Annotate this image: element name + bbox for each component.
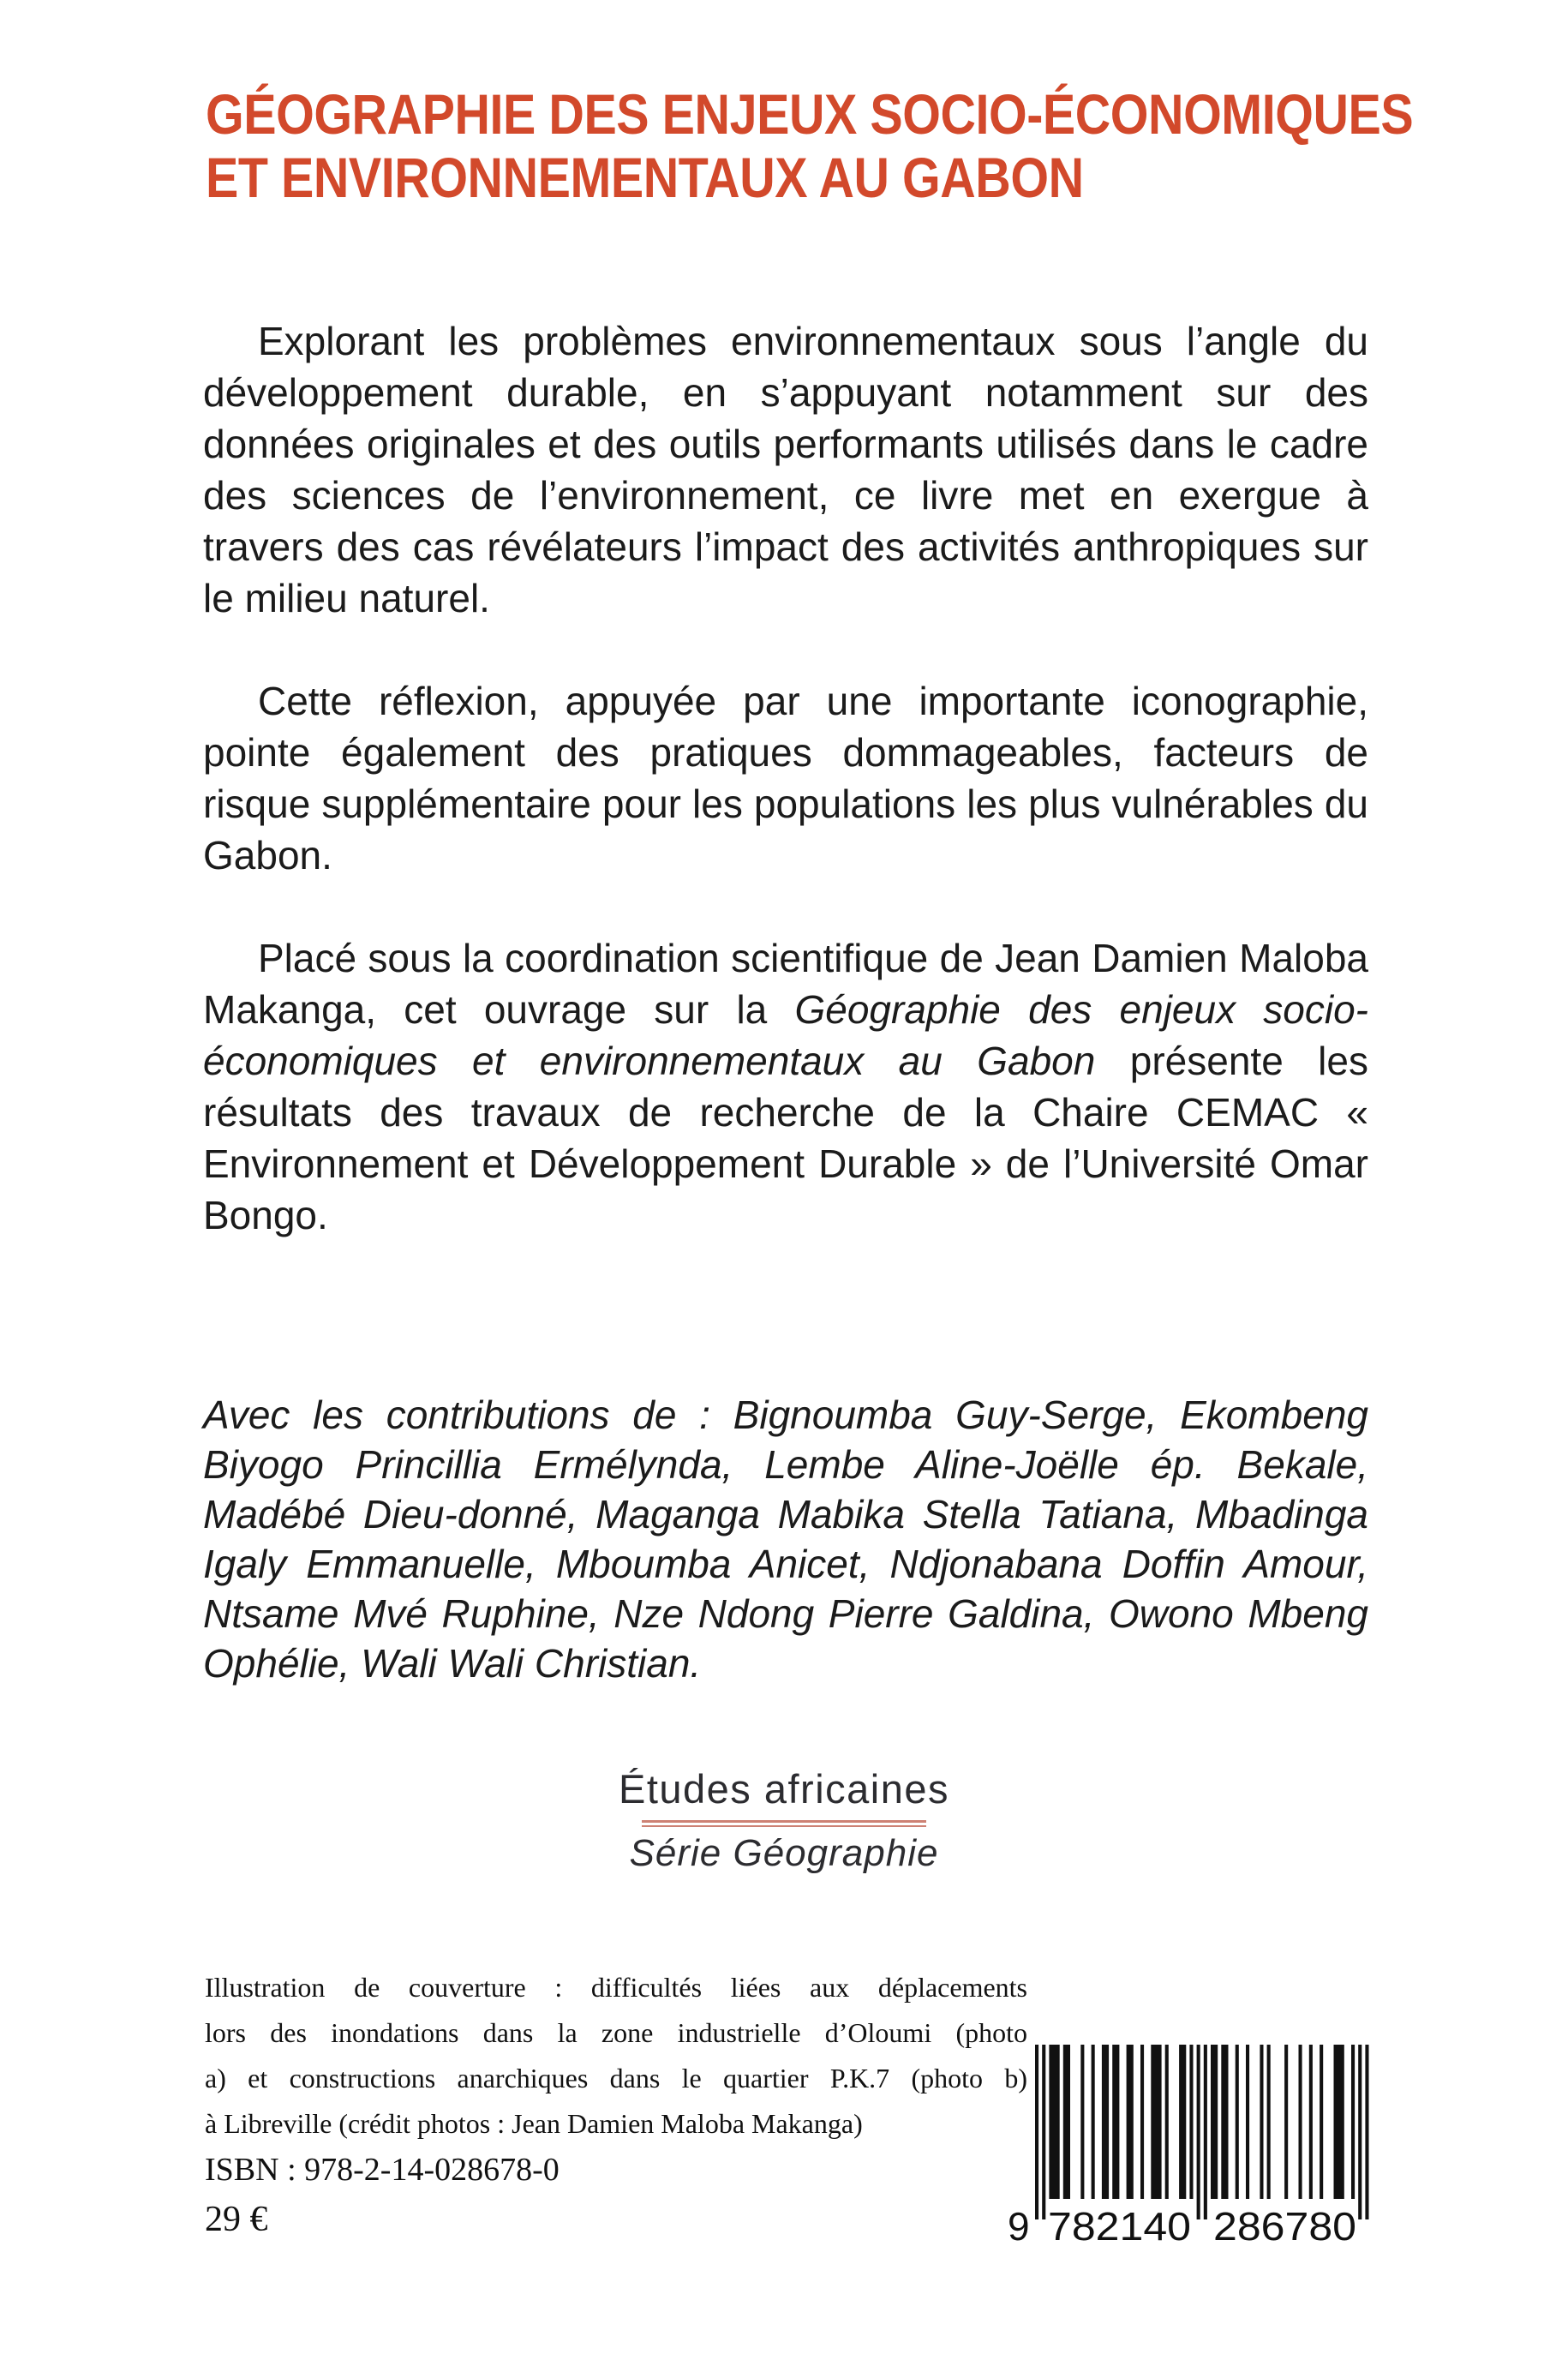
synopsis-paragraph-3 — [203, 932, 1368, 1241]
book-title-line2: ET ENVIRONNEMENTAUX AU GABON — [206, 146, 1084, 209]
synopsis-paragraph-3-after: présente les résultats des travaux de recherche de la Chaire CEMAC « Environnement et Développement Durable » de l’Université Omar Bongo. — [203, 1039, 1368, 1237]
ean-barcode-svg — [1002, 2045, 1379, 2245]
isbn-number: ISBN : 978-2-14-028678-0 — [205, 2152, 560, 2188]
synopsis-paragraph-2: Cette réflexion, appuyée par une importante iconographie, pointe également des pratiques dommageables, facteurs de risque supplémentaire pour les populations les plus vulnérables du Gabon. — [203, 679, 1368, 878]
cover-illustration-note — [205, 1965, 1027, 2147]
cover-illustration-note-line: lors des inondations dans la zone industrielle d’Oloumi (photo — [205, 2017, 1027, 2048]
synopsis — [203, 315, 1368, 1241]
synopsis-paragraph-1: Explorant les problèmes environnementaux sous l’angle du développement durable, en s’appuyant notamment sur des données originales et des outils performants utilisés dans le cadre des sciences de l’environnement, ce livre met en exergue à travers des cas révélateurs l’impact des activités anthropiques sur le milieu naturel. — [203, 319, 1368, 620]
contributors-note: Avec les contributions de : Bignoumba Guy-Serge, Ekombeng Biyogo Princillia Ermélynda, Lembe Aline-Joëlle ép. Bekale, Madébé Dieu-donné, Maganga Mabika Stella Tatiana, Mbadinga Igaly Emmanuelle, Mboumba Anicet, Ndjonabana Doffin Amour, Ntsame Mvé Ruphine, Nze Ndong Pierre Galdina, Owono Mbeng Ophélie, Wali Wali Christian. — [203, 1393, 1368, 1686]
synopsis-paragraph-3-book-title-italic: Géographie des enjeux socio-économiques et environnementaux au Gabon — [203, 987, 1368, 1083]
book-title — [206, 82, 1422, 209]
synopsis-paragraph-3-before: Placé sous la coordination scientifique de Jean Damien Maloba Makanga, cet ouvrage sur la — [203, 936, 1368, 1032]
ean-barcode — [1002, 2045, 1379, 2245]
cover-illustration-note-line: Illustration de couverture : difficultés liées aux déplacements — [205, 1972, 1027, 2003]
ean-digits-left: 782140 — [1048, 2204, 1191, 2245]
book-title-line1: GÉOGRAPHIE DES ENJEUX SOCIO-ÉCONOMIQUES — [206, 82, 1414, 146]
cover-illustration-note-line: a) et constructions anarchiques dans le quartier P.K.7 (photo b) — [205, 2063, 1027, 2093]
ean-digit-first: 9 — [1008, 2204, 1030, 2245]
collection-series: Série Géographie — [629, 1832, 939, 1874]
ean-digits-right: 286780 — [1213, 2204, 1356, 2245]
collection-name: Études africaines — [618, 1766, 950, 1812]
collection-divider-rule — [642, 1820, 926, 1827]
price: 29 € — [205, 2200, 268, 2239]
ean-barcode-bars — [1035, 2045, 1369, 2219]
cover-illustration-note-line: à Libreville (crédit photos : Jean Damien Maloba Makanga) — [205, 2108, 863, 2139]
collection-block — [0, 1765, 1568, 1875]
